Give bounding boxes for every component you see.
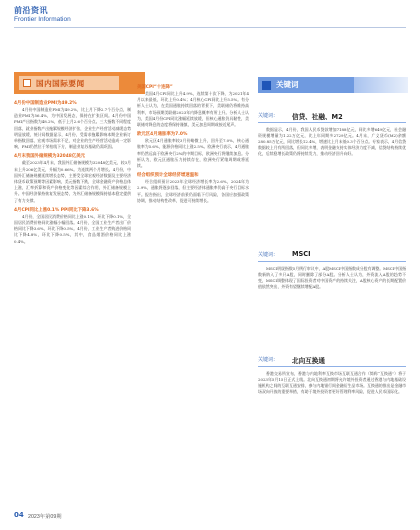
keyword-word: 北向互换通 [292, 357, 325, 365]
section-title: 前沿资讯 [14, 6, 48, 15]
news-banner [14, 72, 145, 94]
keyword-banner-block [258, 77, 358, 93]
news-banner-label: 国内国际要闻 [36, 78, 85, 88]
section-subtitle: Frontier Information [14, 16, 71, 23]
keyword-word: MSCI [292, 250, 311, 258]
keyword-label: 关键词： [258, 357, 279, 363]
keyword-heading [258, 111, 406, 123]
keyword-body [258, 266, 406, 290]
keyword-word: 信贷、社融、M2 [292, 113, 343, 121]
keyword-body [258, 371, 406, 395]
article-body: 欧元区4月通胀率较3月份略微上升，回升至7.0%，核心通胀率为5.6%，能源价格同比上涨2.5%。欧洲央行表示，4月通胀率仍然远高于欧洲央行2%的中期目标，欧洲央行将继续加息。分析认为，欧元区通胀压力持续存在，欧洲央行紧缩周期或将延续。 [137, 138, 249, 169]
article-title: 4月份中国制造业PMI为49.2% [14, 101, 77, 106]
article-body: 截至2023年4月末，我国外汇储备规模为32048亿美元，较3月末上升206亿美元，升幅为0.66%。为连续两个月增长。4月份，中国外汇储备规模延续增长态势，主要受全球宏观经济数据及主要经济体货币政策预期等因素影响，美元指数下跌，全球金融资产价格总体上涨，汇率折算和资产价格变化等因素综合作用，外汇储备规模上升。中国经济保持恢复发展态势，为外汇储备规模保持基本稳定提供了有力支撑。 [14, 160, 131, 203]
issue-label: 2023年第09期 [28, 514, 62, 520]
middle-news-column [137, 84, 249, 205]
keyword-paragraph: MSCI明晟指数5月例行审议中，A股MSCI中国指数成分股有调整。MSCI中国指数新纳入了多只A股，同时删除了部分A股。分析人士认为，外资流入A股的趋势不变，MSCI调整体现了国际投资者对中国资产的持续关注，A股核心资产的长期配置价值依然突出，外资有望继续增配A股。 [258, 266, 406, 290]
article-title: 经合组织预计全球经济增速温和 [137, 173, 199, 179]
article-title: 4月CPI同比上涨0.1% PPI同比下降3.6% [14, 207, 99, 213]
keyword-paragraph: 数据显示，4月份，我国人民币贷款增加7188亿元，同比多增649亿元，社会融资规模增量为1.22万亿元，比上年同期多2729亿元。4月末，广义货币(M2)余额280.85万亿元，同比增长12.4%，增速比上月末低0.3个百分点。专家表示，4月信贷数据较上月有所回落，但同比多增，表明金融支持实体经济力度不减，信贷结构持续优化，后续稳增长政策仍将持续发力，推动经济回升向好。 [258, 127, 406, 157]
square-bullet-icon [23, 79, 31, 87]
keyword-label: 关键词： [258, 113, 279, 119]
article-body: 4月份，全国居民消费价格同比上涨0.1%，环比下降0.1%，全国居民消费价格同比涨幅小幅回落。4月份，全国工业生产者出厂价格同比下降3.6%，环比下降0.5%。4月份，工业生产者购进价格同比下降4.8%，环比下降0.5%，其中，食品烟酒价格同比上涨0.4%。 [14, 213, 131, 244]
article-body: 4月份中国制造业PMI为49.2%，比上月下降2.7个百分点，制造业PMI为56.4%，为中国发展态，保持在扩张区间。4月份中国PMI产出指数为48.2%，低于上月2.6个百分点。三大指数不同程度回落，就业指数产出拖累规模经济扩张，企业生产经营活动减缓态势明显放缓，统计局数据显示，4月份，受需求拖累影响本期企业新订单指数回落，宏观市场需求不足，对企业的生产经营活动造成一定影响，PMI仍然位于荣枯线下方，制造业复苏基础仍需巩固。 [14, 107, 131, 150]
article-title: 4月末我国外储规模为32048亿美元 [14, 154, 86, 160]
keyword-heading [258, 355, 406, 367]
square-bullet-icon [262, 81, 271, 90]
section-header [14, 5, 134, 27]
keyword-label: 关键词： [258, 252, 279, 258]
keyword-banner [258, 77, 408, 93]
header-divider [14, 27, 406, 28]
article-body: 经合组织预计2023年全球经济增长率为2.6%，2024年为2.9%，通胀将逐步回落，但主要经济体通胀率仍高于央行目标水平。报告指出，全球经济前景仍面临下行风险，各国应加强政策协调，推动结构性改革，促进可持续增长。 [137, 179, 249, 203]
article-title: 美国CPI“十连降” [137, 85, 173, 90]
article-body: 美国4月CPI同比上升4.9%，连续第十次下降，为2021年4月以来最低，环比上升0.4%；4月核心CPI同比上升5.5%。有分析人士认为，在美国通胀持续回落的背景下，美联储仍将维持高利率，市场预期美联储2023年内降息概率有所上升。分析人士认为，美国4月份CPI同比涨幅延续放缓，但核心通胀仍具黏性，美联储对降息的态度将保持谨慎，美元加息周期或接近尾声。 [137, 91, 249, 128]
keyword-heading [258, 250, 406, 262]
left-news-column [14, 100, 131, 245]
keyword-body [258, 127, 406, 157]
keyword-banner-fade [354, 77, 408, 93]
article-title: 欧元区4月通胀率为7.0% [137, 132, 188, 138]
news-banner-inner [19, 76, 119, 90]
keyword-paragraph: 香港交易所宣布，香港与内地利率互换市场互联互通合作（简称“互换通”）将于2023年5月15日正式上线。北向互换通初期将允许境外投资者通过香港与内地基础设施机构之间的互联互通安排，参与内地银行间金融衍生品市场。互换通的推出是金融市场双向开放的重要举措，有助于境外投资者更好管理利率风险，促进人民币国际化。 [258, 371, 406, 395]
keyword-banner-label: 关键词 [276, 79, 299, 89]
page-number: 04 [14, 511, 24, 519]
